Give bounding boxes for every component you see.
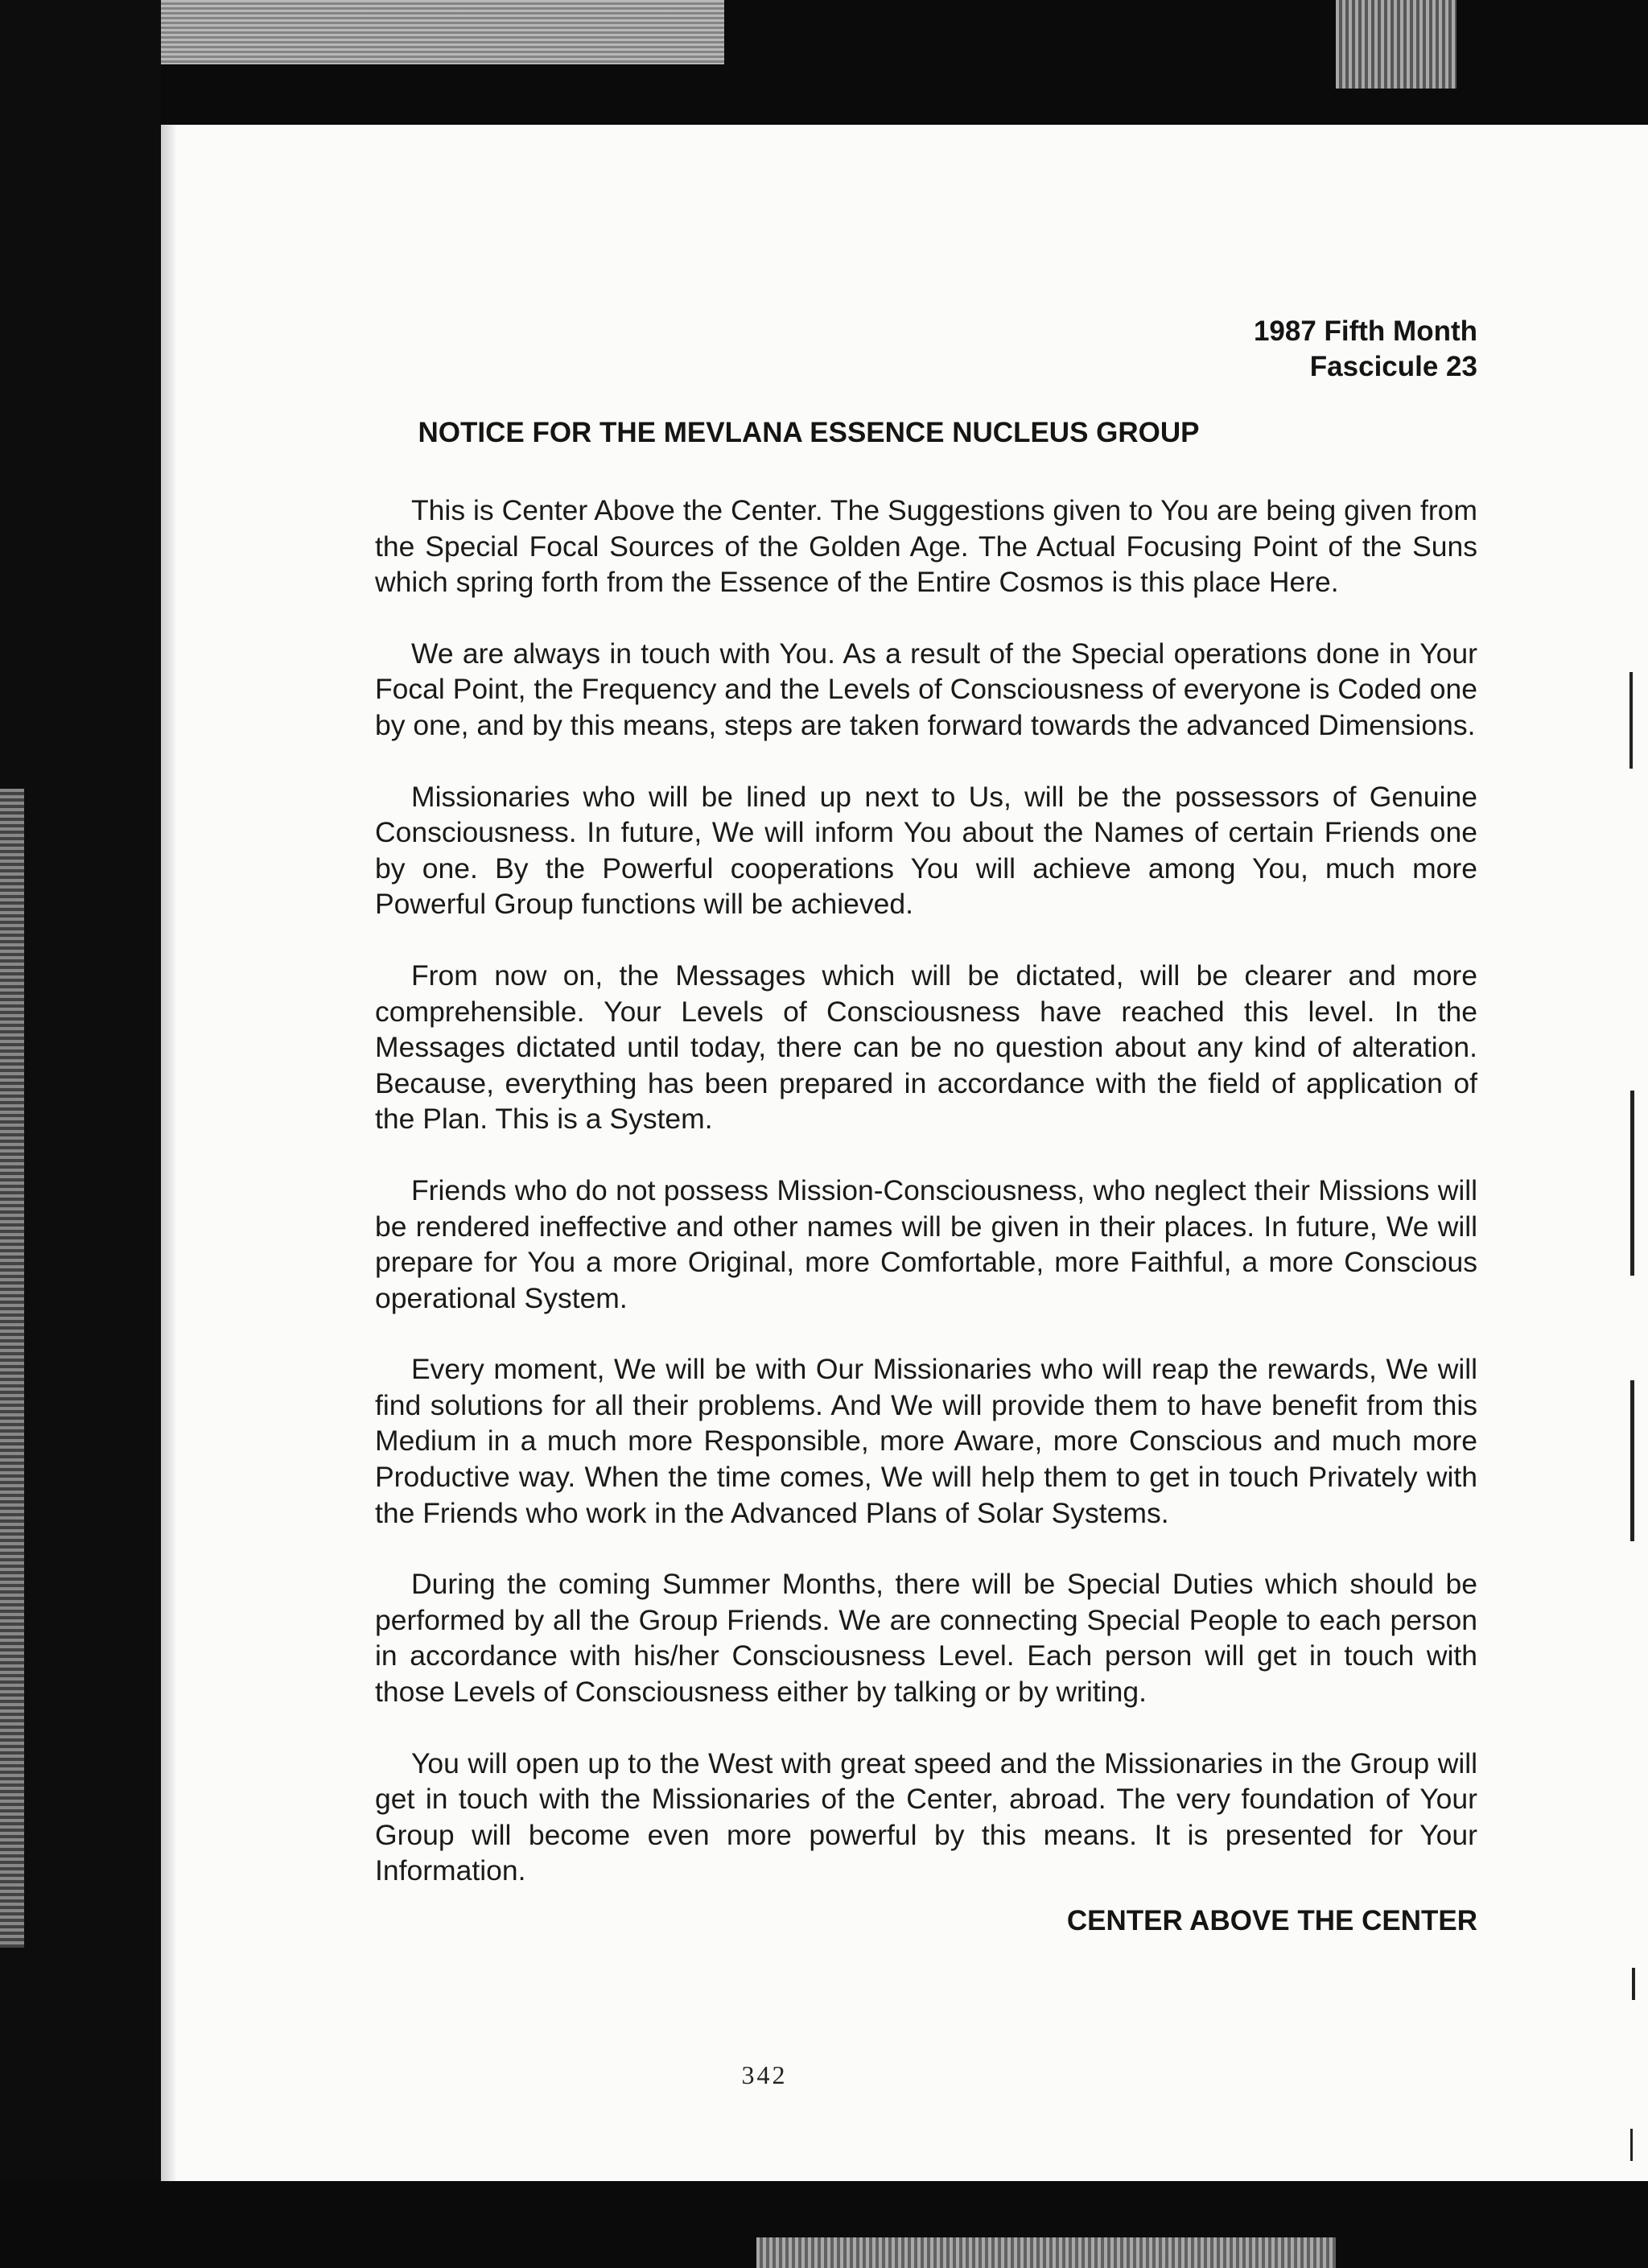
scan-artifact-top-right — [1336, 0, 1456, 89]
paragraph-2: We are always in touch with You. As a result of the Special operations done in Your Focal Point, the Frequency and the Levels of Consciousness of everyone is Coded one by one, and by this means, steps are taken forward towards the advanced Dimensions. — [375, 637, 1477, 741]
scan-edge-mark — [1630, 2129, 1633, 2161]
scan-edge-mark — [1632, 1968, 1635, 2000]
scan-left-border — [0, 0, 161, 2268]
paragraph-1: This is Center Above the Center. The Suggestions given to You are being given from the Special Focal Sources of the Golden Age. The Actual Focusing Point of the Suns which spring forth from the Essence of the Entire Cosmos is this place Here. — [375, 494, 1477, 599]
date-line: 1987 Fifth Month — [1253, 315, 1477, 347]
paragraph-8: You will open up to the West with great speed and the Missionaries in the Group will get in touch with the Missionaries of the Center, abroad. The very foundation of Your Group will become even more powerful by this means. It is presented for Your Information. — [375, 1746, 1477, 1887]
scan-artifact-bottom — [756, 2237, 1336, 2268]
scan-artifact-left — [0, 789, 24, 1948]
notice-title: NOTICE FOR THE MEVLANA ESSENCE NUCLEUS GROUP — [418, 417, 1200, 448]
page-number: 342 — [741, 2060, 788, 2089]
paragraph-6: Every moment, We will be with Our Missionaries who will reap the rewards, We will find solutions for all their problems. And We will provide them to have benefit from this Medium in a much more Responsible, more Aware, more Conscious and much more Productive way. When the time comes, We will help them to get in touch Privately with the Friends who work in the Advanced Plans of Solar Systems. — [375, 1353, 1477, 1529]
scan-edge-mark — [1630, 1380, 1634, 1541]
document-page — [161, 125, 1648, 2181]
document-header — [1254, 314, 1477, 385]
scan-edge-mark — [1629, 672, 1633, 769]
fascicule-line: Fascicule 23 — [1309, 351, 1477, 382]
paragraph-3: Missionaries who will be lined up next to Us, will be the possessors of Genuine Consciousness. In future, We will inform You about the Names of certain Friends one by one. By the Powerful cooperations You will achieve among You, much more Powerful Group functions will be achieved. — [375, 780, 1477, 921]
scan-edge-mark — [1630, 1091, 1634, 1276]
message-body — [375, 493, 1477, 1924]
paragraph-5: Friends who do not possess Mission-Consciousness, who neglect their Missions will be rendered ineffective and other names will be given in their places. In future, We will prepare for You a more Original, more Comfortable, more Faithful, a more Conscious operational System. — [375, 1173, 1477, 1314]
paragraph-4: From now on, the Messages which will be dictated, will be clearer and more comprehensible. Your Levels of Consciousness have reached this level. In the Messages dictated until today, there can be no question about any kind of alteration. Because, everything has been prepared in accordance with the field of application of the Plan. This is a System. — [375, 959, 1477, 1136]
paragraph-7: During the coming Summer Months, there will be Special Duties which should be performed by all the Group Friends. We are connecting Special People to each person in accordance with his/her Consciousness Level. Each person will get in touch with those Levels of Consciousness either by talking or by writing. — [375, 1568, 1477, 1709]
signature: CENTER ABOVE THE CENTER — [1066, 1905, 1477, 1936]
